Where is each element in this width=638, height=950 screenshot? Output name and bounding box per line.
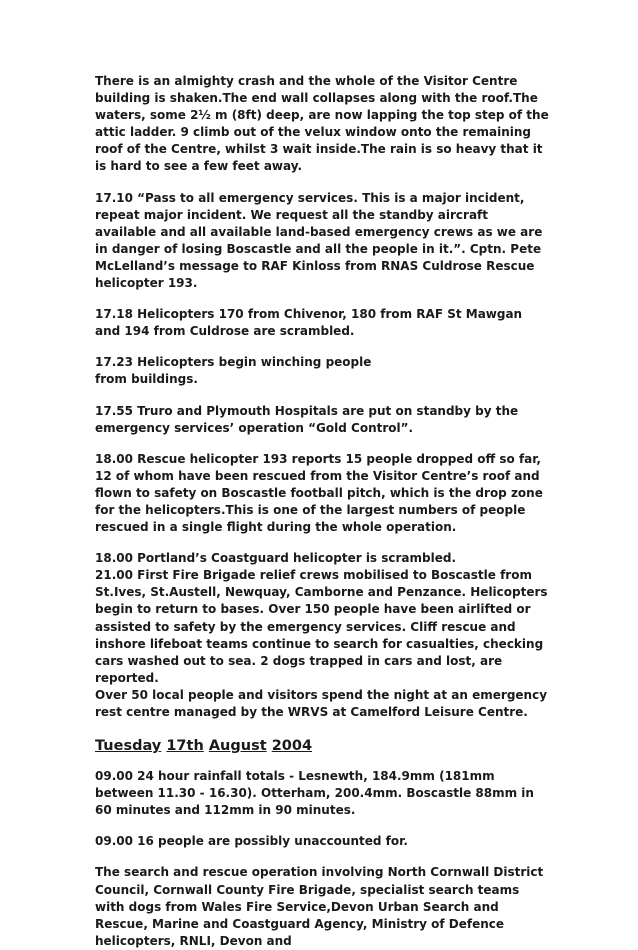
paragraph-1800-rescue-helicopter: 18.00 Rescue helicopter 193 reports 15 people dropped off so far, 12 of whom have been rescued from the Visitor Centre’s roof and flown to safety on Boscastle football pitch, which is the drop zone for the helicopters.This is one of the largest numbers of people rescued in a single flight during the whole operation. xyxy=(95,451,543,535)
date-heading-date: 17th xyxy=(166,738,204,755)
paragraph-1755-hospitals-standby: 17.55 Truro and Plymouth Hospitals are put on standby by the emergency services’ operation “Gold Control”. xyxy=(95,403,519,435)
paragraph-1718-helicopters-scrambled: 17.18 Helicopters 170 from Chivenor, 180 from RAF St Mawgan and 194 from Culdrose are scrambled. xyxy=(95,307,523,339)
paragraph-1710-major-incident: 17.10 “Pass to all emergency services. This is a major incident, repeat major incident. We request all the standby aircraft available and all available land-based emergency crews as we are in danger of losing Boscastle and all the people in it.”. Cptn. Pete McLelland’s message to RAF Kinloss from RNAS Culdrose Rescue helicopter 193. xyxy=(95,190,543,291)
date-heading-month: August xyxy=(208,738,267,755)
paragraph-2100-fire-brigade: 21.00 First Fire Brigade relief crews mobilised to Boscastle from St.Ives, St.Austell, Newquay, Camborne and Penzance. Helicopters begin to return to bases. Over 150 people have been airlifted or assisted to safety by the emergency services. Cliff rescue and inshore lifeboat teams continue to search for casualties, checking cars washed out to sea. 2 dogs trapped in cars and lost, are reported. xyxy=(95,568,548,685)
date-heading-day: Tuesday xyxy=(95,738,162,755)
paragraph-1800-portland-coastguard: 18.00 Portland’s Coastguard helicopter is scrambled. xyxy=(95,551,457,566)
paragraph-search-rescue-operation: The search and rescue operation involving North Cornwall District Council, Cornwall County Fire Brigade, specialist search teams with dogs from Wales Fire Service,Devon Urban Search and Rescue, Marine and Coastguard Agency, Ministry of Defence helicopters, RNLI, Devon and xyxy=(95,865,544,948)
date-heading-year: 2004 xyxy=(271,738,313,755)
paragraph-1723-winching: 17.23 Helicopters begin winching people from buildings. xyxy=(95,355,372,387)
paragraph-rest-centre: Over 50 local people and visitors spend the night at an emergency rest centre managed by the WRVS at Camelford Leisure Centre. xyxy=(95,687,548,719)
paragraph-0900-unaccounted: 09.00 16 people are possibly unaccounted for. xyxy=(95,834,408,849)
paragraph-visitor-centre-collapse: There is an almighty crash and the whole of the Visitor Centre building is shaken.The end wall collapses along with the roof.The waters, some 2½ m (8ft) deep, are now lapping the top step of the attic ladder. 9 climb out of the velux window onto the remaining roof of the Centre, whilst 3 wait inside.The rain is so heavy that it is hard to see a few feet away. xyxy=(95,74,549,174)
paragraph-0900-rainfall-totals: 09.00 24 hour rainfall totals - Lesnewth, 184.9mm (181mm between 11.30 - 16.30). Otterham, 200.4mm. Boscastle 88mm in 60 minutes and 112mm in 90 minutes. xyxy=(95,769,534,818)
date-heading xyxy=(95,736,551,756)
document-page xyxy=(95,73,551,950)
